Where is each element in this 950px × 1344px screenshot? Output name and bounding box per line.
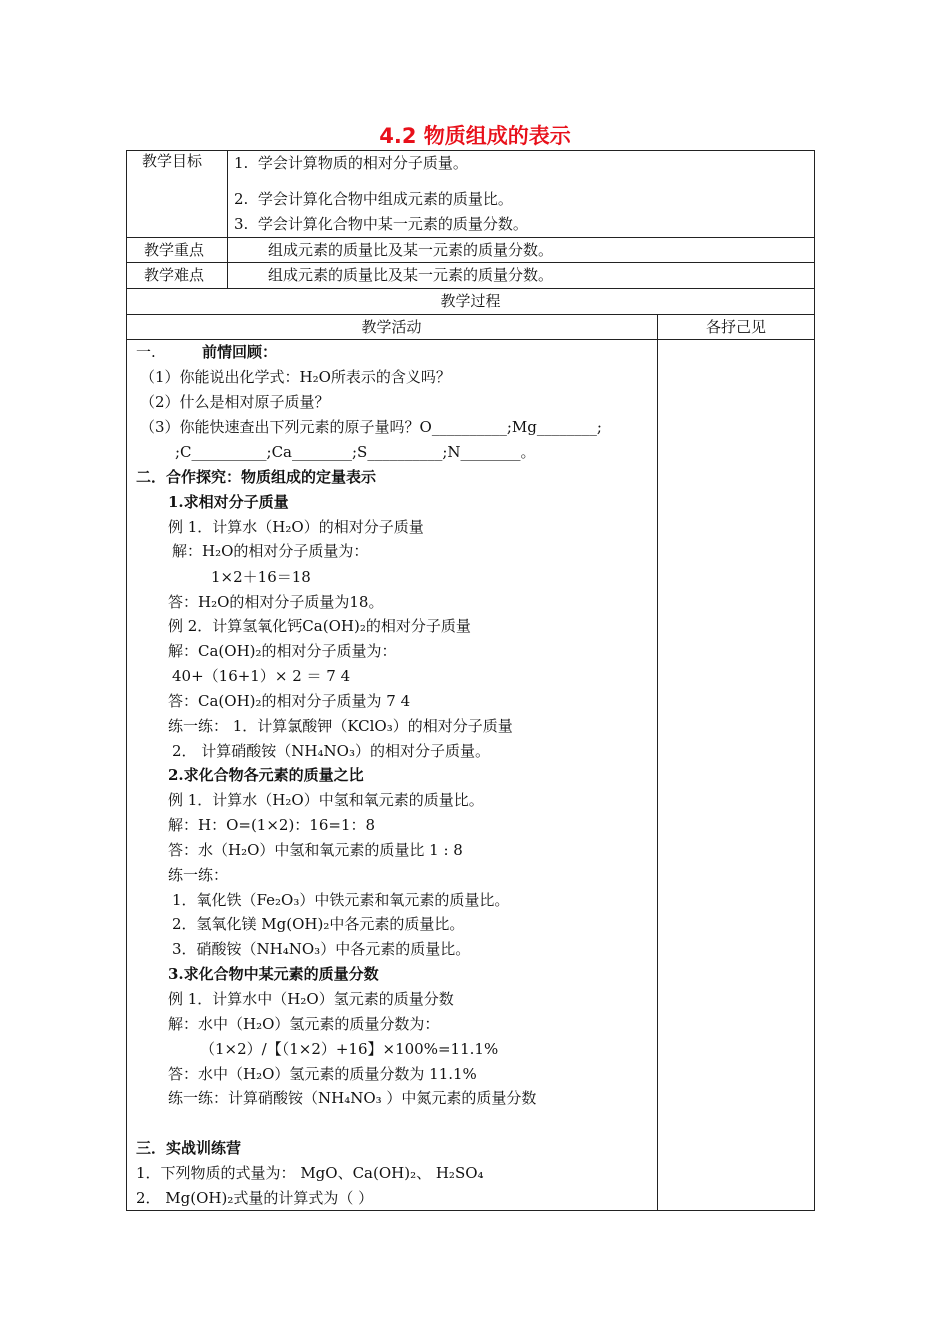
review-question: （3）你能快速查出下列元素的原子量吗？O__________;Mg________; [140,418,602,436]
example-text: 例 1．计算水中（H₂O）氢元素的质量分数 [168,990,454,1008]
subsection-heading: 1.求相对分子质量 [168,493,289,511]
practice-text: 2．氢氧化镁 Mg(OH)₂中各元素的质量比。 [172,915,465,933]
section-two-heading: 二．合作探究：物质组成的定量表示 [136,468,377,486]
solution-text: 解：Ca(OH)₂的相对分子质量为： [168,642,397,660]
opinion-label: 各抒己见 [705,318,766,336]
calc-text: 40+（16+1）× 2 ＝ 7 4 [172,667,351,685]
subsection-heading: 2.求化合物各元素的质量之比 [168,766,364,784]
review-question-cont: ;C__________;Ca________;S__________;N________。 [175,443,536,461]
calc-text: （1×2）/【（1×2）+16】×100%=11.1% [200,1040,499,1058]
review-question: （2）什么是相对原子质量？ [140,393,330,411]
solution-text: 解：H：O=(1×2)：16=1：8 [168,816,376,834]
row-divider [126,237,815,238]
row-divider [126,262,815,263]
practice-text: 2． 计算硝酸铵（NH₄NO₃）的相对分子质量。 [172,742,490,760]
objective-item: 2. 学会计算化合物中组成元素的质量比。 [234,190,513,208]
subsection-heading: 3.求化合物中某元素的质量分数 [168,965,379,983]
exercise-question: 2． Mg(OH)₂式量的计算式为（ ） [136,1189,374,1207]
answer-text: 答：H₂O的相对分子质量为18。 [168,593,384,611]
difficulty-label: 教学难点 [144,266,205,284]
practice-text: 练一练：计算硝酸铵（NH₄NO₃ ）中氮元素的质量分数 [168,1089,537,1107]
row-divider [126,314,815,315]
objective-item: 3. 学会计算化合物中某一元素的质量分数。 [234,215,528,233]
solution-text: 解：H₂O的相对分子质量为： [172,542,369,560]
answer-text: 答：水（H₂O）中氢和氧元素的质量比 1 : 8 [168,841,463,859]
review-question: （1）你能说出化学式：H₂O所表示的含义吗？ [140,368,451,386]
section-one-heading: 前情回顾： [202,343,278,361]
process-label: 教学过程 [440,292,501,310]
practice-text: 3．硝酸铵（NH₄NO₃）中各元素的质量比。 [172,940,471,958]
section-one-number: 一. [136,343,156,361]
col-divider [227,150,228,288]
practice-text: 练一练： 1．计算氯酸钾（KClO₃）的相对分子质量 [168,717,513,735]
answer-text: 答：水中（H₂O）氢元素的质量分数为 11.1% [168,1065,477,1083]
exercise-question: 1．下列物质的式量为： MgO、Ca(OH)₂、 H₂SO₄ [136,1164,484,1182]
practice-text: 1．氧化铁（Fe₂O₃）中铁元素和氧元素的质量比。 [172,891,510,909]
objective-item: 1. 学会计算物质的相对分子质量。 [234,154,468,172]
objectives-label: 教学目标 [142,152,203,170]
page-title: 4.2 物质组成的表示 [379,124,571,148]
example-text: 例 1．计算水（H₂O）中氢和氧元素的质量比。 [168,791,484,809]
col-divider [657,314,658,1211]
section-three-heading: 三．实战训练营 [136,1139,242,1157]
difficulty-text: 组成元素的质量比及某一元素的质量分数。 [268,266,554,284]
row-divider [126,288,815,289]
row-divider [126,339,815,340]
key-text: 组成元素的质量比及某一元素的质量分数。 [268,241,554,259]
calc-text: 1×2＋16＝18 [211,568,311,586]
key-label: 教学重点 [144,241,205,259]
answer-text: 答：Ca(OH)₂的相对分子质量为 7 4 [168,692,411,710]
activity-label: 教学活动 [361,318,422,336]
practice-label: 练一练： [168,866,229,884]
solution-text: 解：水中（H₂O）氢元素的质量分数为： [168,1015,440,1033]
example-text: 例 2．计算氢氧化钙Ca(OH)₂的相对分子质量 [168,617,471,635]
example-text: 例 1．计算水（H₂O）的相对分子质量 [168,518,424,536]
